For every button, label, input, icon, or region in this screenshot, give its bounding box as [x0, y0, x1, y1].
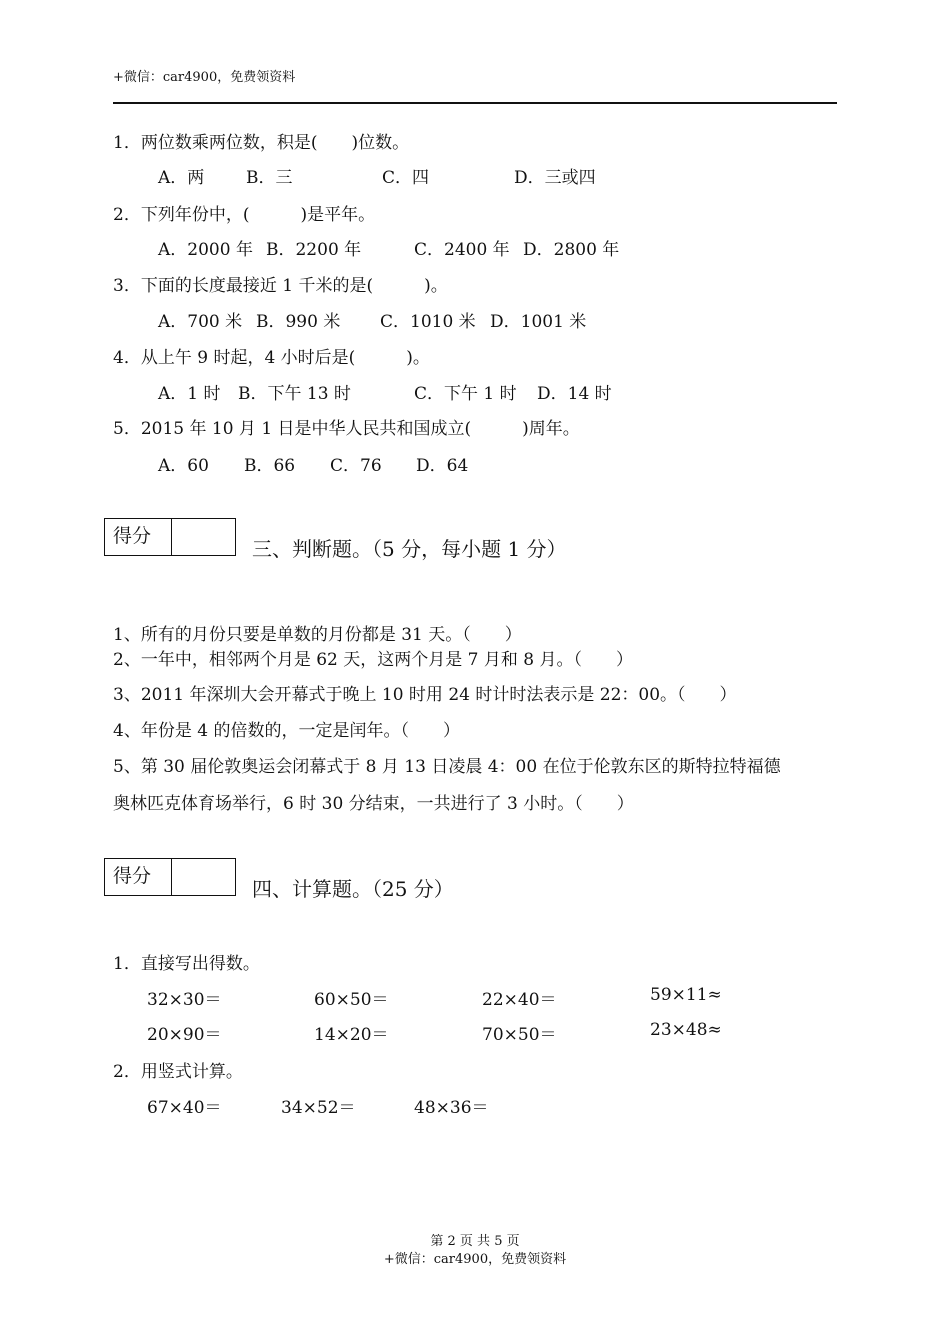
calc-expression: 34×52＝: [281, 1098, 356, 1118]
judgment-item: 3、2011 年深圳大会开幕式于晚上 10 时用 24 时计时法表示是 22：00。（ ）: [113, 685, 737, 705]
calc-expression: 32×30＝: [147, 990, 222, 1010]
calc-question-title: 2．用竖式计算。: [113, 1062, 243, 1082]
calc-expression: 48×36＝: [414, 1098, 489, 1118]
judgment-item: 1、所有的月份只要是单数的月份都是 31 天。（ ）: [113, 625, 522, 645]
option: C．下午 1 时: [414, 384, 517, 404]
page-number: 第 2 页 共 5 页: [430, 1234, 520, 1249]
section-title: 三、判断题。（5 分，每小题 1 分）: [252, 537, 567, 561]
option: A．700 米: [158, 312, 243, 332]
option: A．两: [158, 168, 205, 188]
option: A．60: [158, 456, 209, 476]
option: B．下午 13 时: [238, 384, 351, 404]
option: A．2000 年: [158, 240, 253, 260]
option: C．四: [382, 168, 430, 188]
option: C．2400 年: [414, 240, 510, 260]
score-divider: [171, 519, 172, 555]
question-stem: 3．下面的长度最接近 1 千米的是( )。: [113, 276, 448, 296]
option: D．2800 年: [523, 240, 620, 260]
option: B．三: [246, 168, 293, 188]
option: B．66: [244, 456, 296, 476]
score-box: [104, 858, 236, 896]
question-stem: 2．下列年份中，( )是平年。: [113, 205, 376, 225]
section-title: 四、计算题。（25 分）: [252, 877, 454, 901]
option: D．14 时: [537, 384, 612, 404]
calc-expression: 67×40＝: [147, 1098, 222, 1118]
calc-expression: 23×48≈: [650, 1020, 722, 1040]
judgment-item: 4、年份是 4 的倍数的，一定是闰年。（ ）: [113, 721, 460, 741]
question-stem: 5．2015 年 10 月 1 日是中华人民共和国成立( )周年。: [113, 419, 580, 439]
option: C．1010 米: [380, 312, 476, 332]
calc-expression: 20×90＝: [147, 1025, 222, 1045]
judgment-item: 5、第 30 届伦敦奥运会闭幕式于 8 月 13 日凌晨 4：00 在位于伦敦东区的斯特拉特福德: [113, 757, 781, 777]
header-wechat: +微信：car4900，免费领资料: [113, 70, 296, 85]
calc-expression: 60×50＝: [314, 990, 389, 1010]
calc-expression: 70×50＝: [482, 1025, 557, 1045]
option: D．三或四: [514, 168, 596, 188]
score-label: 得分: [113, 525, 152, 547]
judgment-item: 2、一年中，相邻两个月是 62 天，这两个月是 7 月和 8 月。（ ）: [113, 650, 634, 670]
option: D．64: [416, 456, 469, 476]
option: A．1 时: [158, 384, 221, 404]
score-label: 得分: [113, 865, 152, 887]
option: C．76: [330, 456, 382, 476]
option: D．1001 米: [490, 312, 587, 332]
option: B．990 米: [256, 312, 341, 332]
header-rule: [113, 102, 837, 104]
calc-expression: 14×20＝: [314, 1025, 389, 1045]
calc-question-title: 1．直接写出得数。: [113, 954, 260, 974]
calc-expression: 22×40＝: [482, 990, 557, 1010]
judgment-item: 奥林匹克体育场举行，6 时 30 分结束，一共进行了 3 小时。（ ）: [113, 794, 634, 814]
score-divider: [171, 859, 172, 895]
score-box: [104, 518, 236, 556]
calc-expression: 59×11≈: [650, 985, 722, 1005]
question-stem: 4．从上午 9 时起，4 小时后是( )。: [113, 348, 430, 368]
footer-wechat: +微信：car4900，免费领资料: [383, 1252, 567, 1267]
option: B．2200 年: [266, 240, 362, 260]
question-stem: 1．两位数乘两位数，积是( )位数。: [113, 133, 410, 153]
